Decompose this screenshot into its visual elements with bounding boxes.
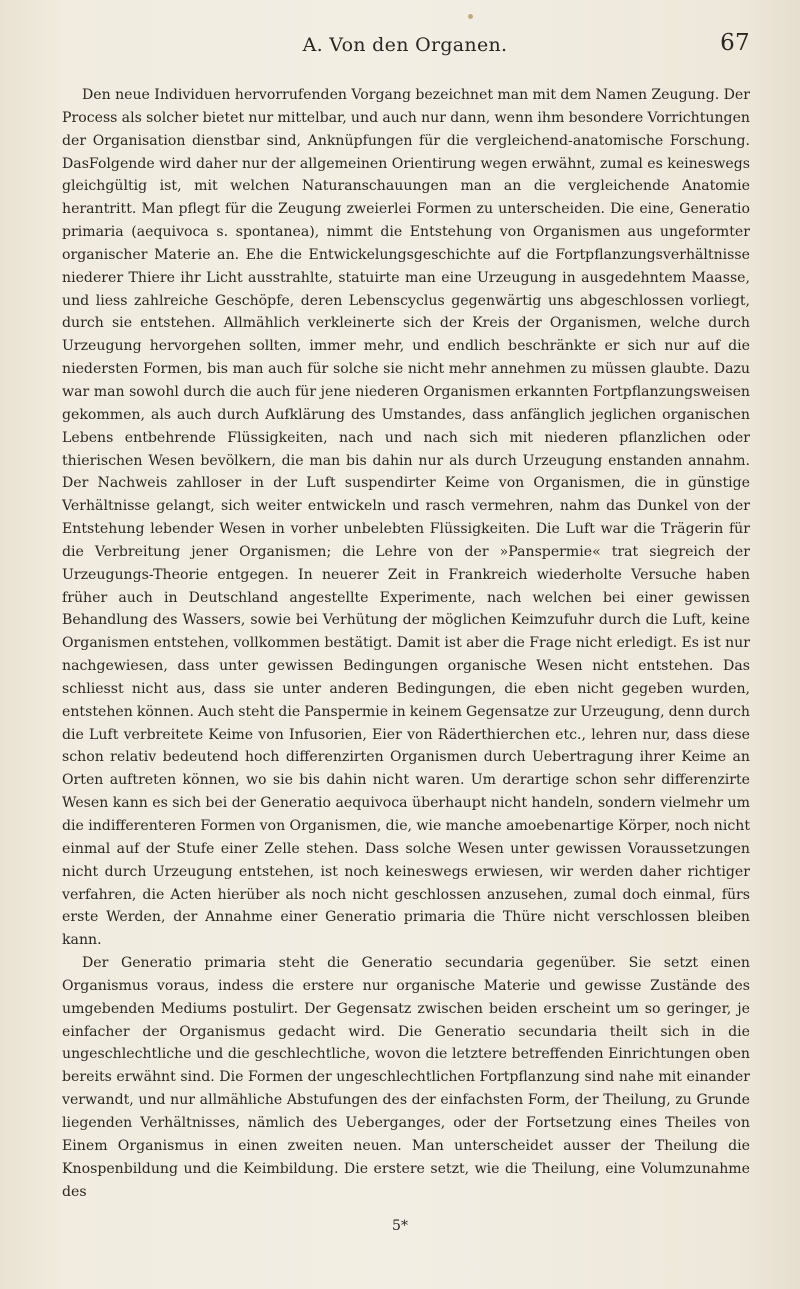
body-text: [62, 84, 750, 1203]
paragraph-2: Der Generatio primaria steht die Generatio secundaria gegenüber. Sie setzt einen Organismus voraus, indess die erstere nur organische Materie und gewisse Zustände des umgebenden Mediums postulirt. Der Gegensatz zwischen beiden erscheint um so geringer, je einfacher der Organismus gedacht wird. Die Generatio secundaria theilt sich in die ungeschlechtliche und die geschlechtliche, wovon die letztere betreffenden Einrichtungen oben bereits erwähnt sind. Die Formen der ungeschlechtlichen Fortpflanzung sind nahe mit einander verwandt, und nur allmähliche Abstufungen des der einfachsten Form, der Theilung, zu Grunde liegenden Verhältnisses, nämlich des Ueberganges, oder der Fortsetzung eines Theiles von Einem Organismus in einen zweiten neuen. Man unterscheidet ausser der Theilung die Knospenbildung und die Keimbildung. Die erstere setzt, wie die Theilung, eine Volumzunahme des: [62, 955, 750, 1200]
paper-speck: [468, 14, 473, 19]
paragraph-1: Den neue Individuen hervorrufenden Vorgang bezeichnet man mit dem Namen Zeugung. Der Process als solcher bietet nur mittelbar, und auch nur dann, wenn ihm besondere Vorrichtungen der Organisation dienstbar sind, Anknüpfungen für die vergleichend-anatomische Forschung. DasFolgende wird daher nur der allgemeinen Orientirung wegen erwähnt, zumal es keineswegs gleichgültig ist, mit welchen Naturanschauungen man an die vergleichende Anatomie herantritt. Man pflegt für die Zeugung zweierlei Formen zu unterscheiden. Die eine, Generatio primaria (aequivoca s. spontanea), nimmt die Entstehung von Organismen aus ungeformter organischer Materie an. Ehe die Entwickelungsgeschichte auf die Fortpflanzungsverhältnisse niederer Thiere ihr Licht ausstrahlte, statuirte man eine Urzeugung in ausgedehntem Maasse, und liess zahlreiche Geschöpfe, deren Lebenscyclus gegenwärtig uns abgeschlossen vorliegt, durch sie entstehen. Allmählich verkleinerte sich der Kreis der Organismen, welche durch Urzeugung hervorgehen sollten, immer mehr, und endlich beschränkte er sich nur auf die niedersten Formen, bis man auch für solche sie nicht mehr annehmen zu müssen glaubte. Dazu war man sowohl durch die auch für jene niederen Organismen erkannten Fortpflanzungsweisen gekommen, als auch durch Aufklärung des Umstandes, dass anfänglich jeglichen organischen Lebens entbehrende Flüssigkeiten, nach und nach sich mit niederen pflanzlichen oder thierischen Wesen bevölkern, die man bis dahin nur als durch Urzeugung enstanden annahm. Der Nachweis zahlloser in der Luft suspendirter Keime von Organismen, die in günstige Verhältnisse gelangt, sich weiter entwickeln und rasch vermehren, nahm das Dunkel von der Entstehung lebender Wesen in vorher unbelebten Flüssigkeiten. Die Luft war die Trägerin für die Verbreitung jener Organismen; die Lehre von der »Panspermie« trat siegreich der Urzeugungs-Theorie entgegen. In neuerer Zeit in Frankreich wiederholte Versuche haben früher auch in Deutschland angestellte Experimente, nach welchen bei einer gewissen Behandlung des Wassers, sowie bei Verhütung der möglichen Keimzufuhr durch die Luft, keine Organismen entstehen, vollkommen bestätigt. Damit ist aber die Frage nicht erledigt. Es ist nur nachgewiesen, dass unter gewissen Bedingungen organische Wesen nicht entstehen. Das schliesst nicht aus, dass sie unter anderen Bedingungen, die eben nicht gegeben wurden, entstehen können. Auch steht die Panspermie in keinem Gegensatze zur Urzeugung, denn durch die Luft verbreitete Keime von Infusorien, Eier von Räderthierchen etc., lehren nur, dass diese schon relativ bedeutend hoch differenzirten Organismen durch Uebertragung ihrer Keime an Orten auftreten können, wo sie bis dahin nicht waren. Um derartige schon sehr differenzirte Wesen kann es sich bei der Generatio aequivoca überhaupt nicht handeln, sondern vielmehr um die indifferenteren Formen von Organismen, die, wie manche amoebenartige Körper, noch nicht einmal auf der Stufe einer Zelle stehen. Dass solche Wesen unter gewissen Voraussetzungen nicht durch Urzeugung entstehen, ist noch keineswegs erwiesen, wir werden daher richtiger verfahren, die Acten hierüber als noch nicht geschlossen anzusehen, zumal doch einmal, fürs erste Werden, der Annahme einer Generatio primaria die Thüre nicht verschlossen bleiben kann.: [62, 87, 750, 949]
page-header: [60, 30, 750, 64]
running-title: A. Von den Organen.: [302, 34, 508, 56]
signature-mark: 5*: [392, 1218, 408, 1234]
page-number: 67: [720, 30, 750, 56]
